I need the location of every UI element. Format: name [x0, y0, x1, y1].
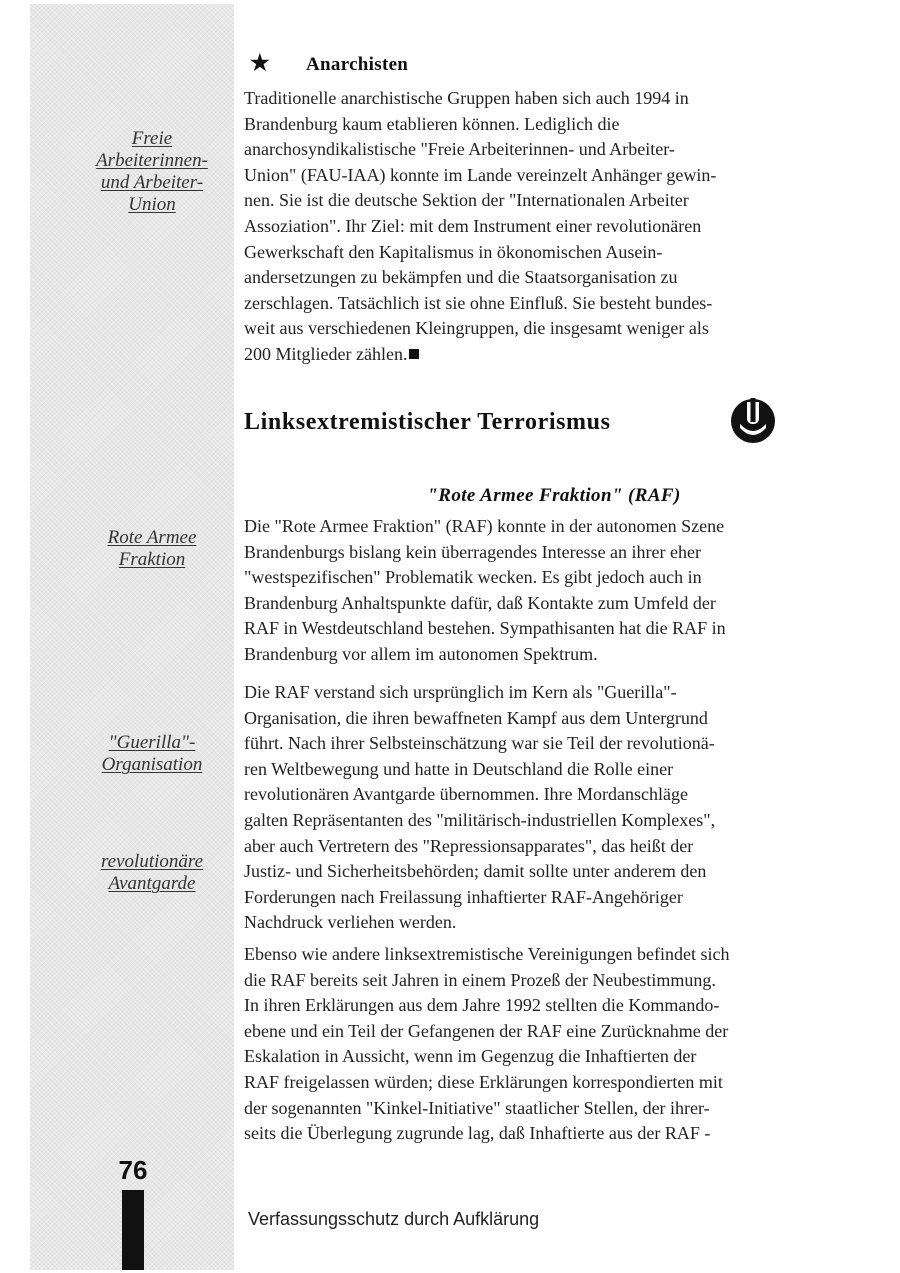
- margin-note-line: Arbeiterinnen-: [96, 150, 208, 171]
- text-line: Die RAF verstand sich ursprünglich im Kern als "Guerilla"-: [244, 682, 677, 702]
- paragraph-raf-neubestimmung: [244, 942, 804, 1147]
- text-line-last: [244, 342, 804, 368]
- main-heading: Linksextremistischer Terrorismus: [244, 409, 611, 435]
- paragraph-raf-intro: [244, 514, 804, 668]
- verfassungsschutz-logo-icon: [728, 394, 778, 446]
- text-line: Union" (FAU-IAA) konnte im Lande vereinzelt Anhänger gewin-: [244, 164, 717, 185]
- text-line: RAF in Westdeutschland bestehen. Sympathisanten hat die RAF in: [244, 618, 726, 639]
- margin-note-raf: [72, 527, 232, 571]
- text-line: Nachdruck verliehen werden.: [244, 912, 457, 933]
- page-number-bar: [122, 1190, 144, 1270]
- text-line: seits die Überlegung zugrunde lag, daß Inhaftierte aus der RAF -: [244, 1123, 711, 1144]
- text-line: Organisation, die ihren bewaffneten Kampf aus dem Untergrund: [244, 707, 708, 728]
- paragraph-anarchisten: [244, 86, 804, 368]
- text-line: Brandenburg kaum etablieren können. Lediglich die: [244, 113, 620, 134]
- text-line: anarchosyndikalistische "Freie Arbeiterinnen- und Arbeiter-: [244, 139, 675, 160]
- margin-note-line: Avantgarde: [108, 873, 196, 894]
- text-line: Traditionelle anarchistische Gruppen haben sich auch 1994 in: [244, 88, 689, 108]
- end-square-icon: [409, 349, 419, 359]
- margin-note-line: Organisation: [101, 754, 203, 775]
- page-number: 76: [118, 1155, 148, 1185]
- margin-note-line: "Guerilla"-: [108, 732, 196, 753]
- text-line: Eskalation in Aussicht, wenn im Gegenzug die Inhaftierten der: [244, 1046, 697, 1067]
- text-line: Brandenburgs bislang kein überragendes Interesse an ihrer eher: [244, 541, 701, 562]
- text-line: Gewerkschaft den Kapitalismus in ökonomischen Ausein-: [244, 241, 663, 262]
- page-footer: Verfassungsschutz durch Aufklärung: [248, 1209, 540, 1229]
- text-line: RAF freigelassen würden; diese Erklärungen korrespondierten mit: [244, 1071, 723, 1092]
- margin-note-line: revolutionäre: [100, 851, 203, 872]
- text-line: Justiz- und Sicherheitsbehörden; damit sollte unter anderem den: [244, 861, 707, 882]
- text-line: In ihren Erklärungen aus dem Jahre 1992 stellten die Kommando-: [244, 995, 720, 1016]
- text-line: Die "Rote Armee Fraktion" (RAF) konnte in der autonomen Szene: [244, 516, 725, 536]
- text-line: Brandenburg vor allem im autonomen Spektrum.: [244, 643, 598, 664]
- margin-note-line: Union: [128, 194, 176, 215]
- star-icon: ★: [250, 50, 271, 75]
- text-line: Assoziation". Ihr Ziel: mit dem Instrument einer revolutionären: [244, 215, 702, 236]
- sub-heading: "Rote Armee Fraktion" (RAF): [427, 485, 681, 506]
- text-line: galten Repräsentanten des "militärisch-industriellen Komplexes",: [244, 809, 716, 830]
- text-line: zerschlagen. Tatsächlich ist sie ohne Einfluß. Sie besteht bundes-: [244, 292, 713, 313]
- margin-note-line: Fraktion: [118, 549, 186, 570]
- text-line: revolutionären Avantgarde übernommen. Ihre Mordanschläge: [244, 784, 689, 805]
- margin-note-guerilla: [72, 732, 232, 776]
- text-line: ebene und ein Teil der Gefangenen der RAF eine Zurücknahme der: [244, 1020, 729, 1041]
- paragraph-raf-guerilla: [244, 680, 804, 936]
- text-line: "westspezifischen" Problematik wecken. Es gibt jedoch auch in: [244, 567, 702, 588]
- text-line: weit aus verschiedenen Kleingruppen, die insgesamt weniger als: [244, 318, 709, 339]
- section-heading: [250, 50, 408, 76]
- text-line: der sogenannten "Kinkel-Initiative" staatlicher Stellen, der ihrer-: [244, 1097, 710, 1118]
- margin-note-fau: [72, 128, 232, 216]
- margin-note-avantgarde: [72, 851, 232, 895]
- text-line: 200 Mitglieder zählen.: [244, 343, 408, 364]
- margin-note-line: Freie: [131, 128, 173, 149]
- text-line: Brandenburg Anhaltspunkte dafür, daß Kontakte zum Umfeld der: [244, 592, 716, 613]
- text-line: Ebenso wie andere linksextremistische Vereinigungen befindet sich: [244, 944, 730, 964]
- margin-note-line: Rote Armee: [107, 527, 197, 548]
- text-line: ren Weltbewegung und hatte in Deutschland die Rolle einer: [244, 758, 674, 779]
- text-line: die RAF bereits seit Jahren in einem Prozeß der Neubestimmung.: [244, 969, 716, 990]
- text-line: andersetzungen zu bekämpfen und die Staatsorganisation zu: [244, 267, 678, 288]
- text-line: führt. Nach ihrer Selbsteinschätzung war sie Teil der revolutionä-: [244, 733, 715, 754]
- text-line: Forderungen nach Freilassung inhaftierter RAF-Angehöriger: [244, 886, 683, 907]
- margin-note-line: und Arbeiter-: [100, 172, 204, 193]
- text-line: aber auch Vertretern des "Repressionsapparates", das heißt der: [244, 835, 694, 856]
- text-line: nen. Sie ist die deutsche Sektion der "Internationalen Arbeiter: [244, 190, 689, 211]
- section-title: Anarchisten: [306, 54, 409, 75]
